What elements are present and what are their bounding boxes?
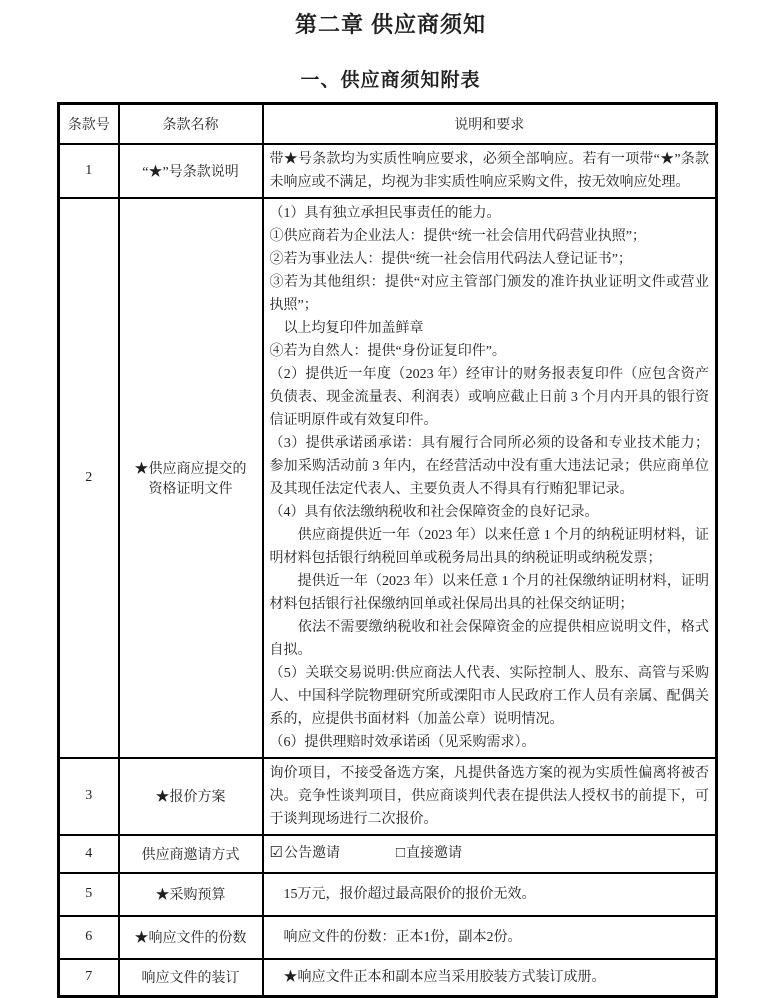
clause-name: ★响应文件的份数 — [119, 916, 263, 959]
description-paragraph: 供应商提供近一年（2023 年）以来任意 1 个月的纳税证明材料，证明材料包括银行纳税回单或税务局出具的纳税证明或纳税发票； — [269, 527, 709, 566]
description-paragraph: ②若为事业法人：提供“统一社会信用代码法人登记证书”； — [269, 251, 632, 267]
clause-description — [263, 144, 717, 198]
table-row — [59, 959, 717, 997]
clause-name: 响应文件的装订 — [119, 959, 263, 997]
checkbox-label: 直接邀请 — [406, 846, 463, 861]
clause-description — [263, 758, 717, 835]
checkbox-checked-icon: ☑ — [269, 845, 283, 861]
table-body — [59, 144, 717, 997]
description-paragraph: （2）提供近一年度（2023 年）经审计的财务报表复印件（应包含资产负债表、现金流量表、利润表）或响应截止日前 3 个月内开具的银行资信证明原件或有效复印件。 — [269, 366, 709, 428]
clause-number: 6 — [59, 916, 119, 959]
table-row — [59, 198, 717, 758]
table-header — [59, 104, 717, 144]
clause-number: 4 — [59, 835, 119, 873]
table-row — [59, 835, 717, 873]
table-row — [59, 873, 717, 916]
clause-number: 3 — [59, 758, 119, 835]
description-paragraph: 响应文件的份数：正本1份，副本2份。 — [269, 929, 522, 945]
checkbox-option — [396, 842, 462, 865]
description-paragraph: 以上均复印件加盖鲜章 — [269, 320, 424, 336]
checkbox-unchecked-icon: □ — [395, 845, 406, 861]
description-paragraph: （1）具有独立承担民事责任的能力。 — [269, 205, 501, 221]
table-row — [59, 916, 717, 959]
description-paragraph: 询价项目，不接受备选方案，凡提供备选方案的视为实质性偏离将被否决。竞争性谈判项目，供应商谈判代表在提供法人授权书的前提下，可于谈判现场进行二次报价。 — [269, 765, 709, 827]
clause-name: ★供应商应提交的资格证明文件 — [119, 198, 263, 758]
document-page — [0, 8, 781, 987]
clause-name: ★报价方案 — [119, 758, 263, 835]
clause-number: 2 — [59, 198, 119, 758]
table-header-row — [59, 104, 717, 144]
table-row — [59, 144, 717, 198]
clause-number: 1 — [59, 144, 119, 198]
clause-name: 供应商邀请方式 — [119, 835, 263, 873]
column-header-clause-number: 条款号 — [59, 104, 119, 144]
description-paragraph: （3）提供承诺函承诺：具有履行合同所必须的设备和专业技术能力；参加采购活动前 3 年内，在经营活动中没有重大违法记录；供应商单位及其现任法定代表人、主要负责人不得具有行贿犯罪记录。 — [269, 435, 709, 497]
page-subtitle: 一、供应商须知附表 — [300, 70, 481, 91]
clause-name: “★”号条款说明 — [119, 144, 263, 198]
clause-number: 5 — [59, 873, 119, 916]
table-row — [59, 758, 717, 835]
page-title: 第二章 供应商须知 — [294, 12, 487, 37]
clause-name: ★采购预算 — [119, 873, 263, 916]
checkbox-label: 公告邀请 — [283, 846, 340, 861]
clause-number: 7 — [59, 959, 119, 997]
description-paragraph: ③若为其他组织：提供“对应主管部门颁发的准许执业证明文件或营业执照”； — [269, 274, 709, 313]
clause-description — [263, 916, 717, 959]
description-paragraph: （4）具有依法缴纳税收和社会保障资金的良好记录。 — [269, 504, 599, 520]
clause-description — [263, 873, 717, 916]
invitation-method-options — [270, 842, 710, 865]
supplier-notice-table — [57, 102, 718, 998]
column-header-description: 说明和要求 — [263, 104, 717, 144]
description-paragraph: 依法不需要缴纳税收和社会保障资金的应提供相应说明文件，格式自拟。 — [269, 619, 709, 658]
description-paragraph: 提供近一年（2023 年）以来任意 1 个月的社保缴纳证明材料，证明材料包括银行社保缴纳回单或社保局出具的社保交纳证明； — [269, 573, 709, 612]
description-paragraph: 带★号条款均为实质性响应要求，必须全部响应。若有一项带“★”条款未响应或不满足，均视为非实质性响应采购文件，按无效响应处理。 — [269, 151, 709, 190]
description-paragraph: ★响应文件正本和副本应当采用胶装方式装订成册。 — [269, 969, 606, 985]
clause-description — [263, 835, 717, 873]
checkbox-option — [270, 842, 340, 865]
description-paragraph: 15万元，报价超过最高限价的报价无效。 — [269, 886, 536, 902]
description-paragraph: ①供应商若为企业法人：提供“统一社会信用代码营业执照”； — [269, 228, 646, 244]
column-header-clause-name: 条款名称 — [119, 104, 263, 144]
description-paragraph: ④若为自然人：提供“身份证复印件”。 — [269, 343, 506, 359]
description-paragraph: （5）关联交易说明:供应商法人代表、实际控制人、股东、高管与采购人、中国科学院物理研究所或溧阳市人民政府工作人员有亲属、配偶关系的，应提供书面材料（加盖公章）说明情况。 — [269, 665, 709, 727]
description-paragraph: （6）提供理赔时效承诺函（见采购需求）。 — [269, 734, 536, 750]
clause-description — [263, 959, 717, 997]
clause-description — [263, 198, 717, 758]
